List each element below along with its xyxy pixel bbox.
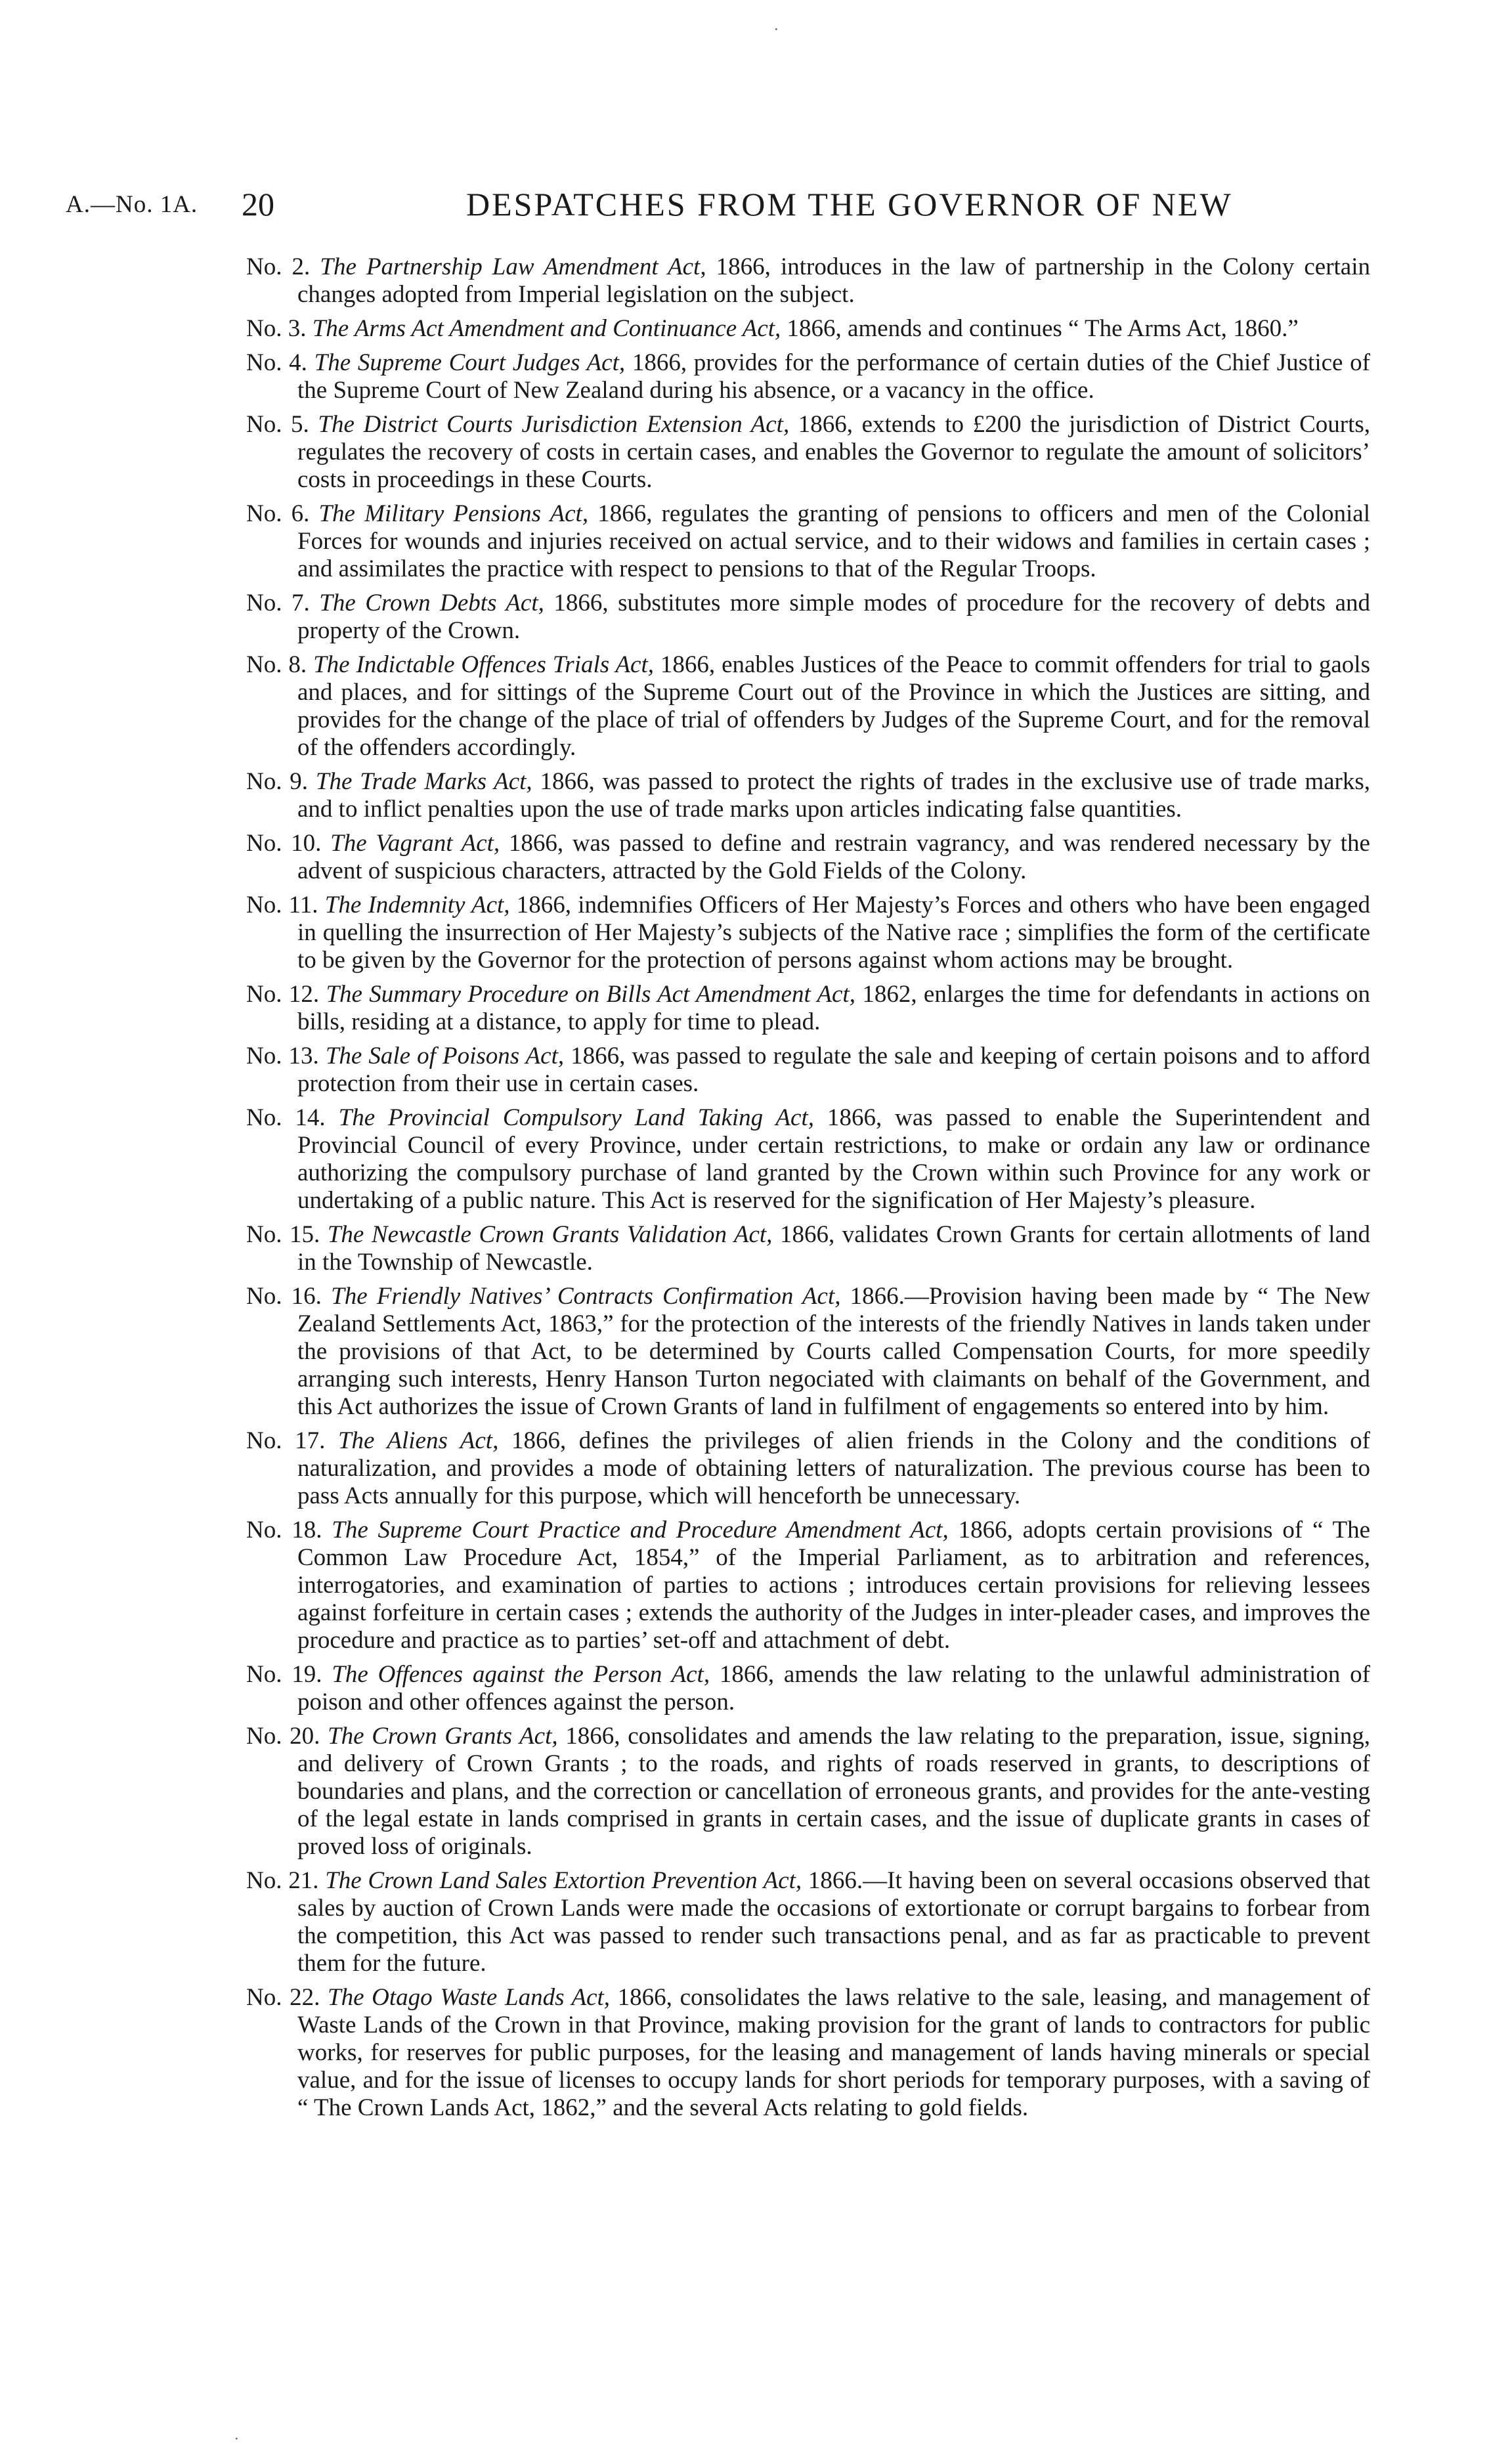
entry-text: 1866, amends the law relating to the unlawful administration of poison and other offences against the person. — [297, 1661, 1370, 1715]
page-header — [66, 185, 1418, 225]
entry-text: 1866.—It having been on several occasions observed that sales by auction of Crown Lands were made the occasions of extortionate or corrupt bargains to forbear from the competition, this Act was passed to render such transactions penal, and as far as practicable to prevent them for the future. — [297, 1867, 1371, 1977]
entry-text: 1866, was passed to define and restrain vagrancy, and was rendered necessary by the advent of suspicious characters, attracted by the Gold Fields of the Colony. — [297, 830, 1370, 884]
act-entry — [246, 1517, 1370, 1654]
entry-text: 1866, introduces in the law of partnership in the Colony certain changes adopted from Imperial legislation on the subject. — [297, 253, 1370, 308]
entry-number: No. 18. — [246, 1517, 322, 1543]
entry-number: No. 2. — [246, 253, 311, 280]
act-entry — [246, 981, 1370, 1036]
act-title: The Offences against the Person Act, — [332, 1661, 710, 1688]
act-title: The Supreme Court Judges Act, — [314, 349, 626, 376]
entry-text: 1862, enlarges the time for defendants in actions on bills, residing at a distance, to apply for time to plead. — [297, 981, 1370, 1035]
entry-text: 1866, was passed to protect the rights of trades in the exclusive use of trade marks, and to inflict penalties upon the use of trade marks upon articles indicating false quantities. — [297, 768, 1371, 823]
act-entry — [246, 830, 1370, 885]
entry-number: No. 14. — [246, 1104, 326, 1131]
act-title: The Arms Act Amendment and Continuance Act, — [312, 315, 781, 342]
act-title: The Indemnity Act, — [324, 892, 510, 918]
scan-speck: · — [234, 2429, 240, 2448]
act-title: The Otago Waste Lands Act, — [328, 1984, 611, 2011]
act-entry — [246, 349, 1370, 404]
entry-number: No. 15. — [246, 1221, 320, 1248]
act-entry — [246, 651, 1370, 762]
entry-number: No. 6. — [246, 500, 310, 527]
act-entry — [246, 1427, 1370, 1510]
act-entry — [246, 590, 1370, 645]
page-number: 20 — [242, 186, 274, 223]
act-title: The Crown Land Sales Extortion Prevention Act, — [325, 1867, 802, 1894]
act-entry — [246, 315, 1370, 343]
act-entry — [246, 1043, 1370, 1098]
act-title: The Crown Debts Act, — [319, 590, 544, 616]
act-list — [246, 253, 1370, 2128]
act-entry — [246, 1867, 1370, 1977]
act-entry — [246, 1221, 1370, 1276]
act-entry — [246, 892, 1370, 974]
document-reference: A.—No. 1A. — [66, 191, 198, 218]
entry-text: 1866, consolidates the laws relative to the sale, leasing, and management of Waste Lands of the Crown in that Province, making provision for the grant of lands to contractors for public works, for reserves for public purposes, for the leasing and management of lands having minerals or special value, and for the issue of licenses to occupy lands for short periods for temporary purposes, with a saving of “ The Crown Lands Act, 1862,” and the several Acts relating to gold fields. — [297, 1984, 1370, 2121]
act-entry — [246, 411, 1370, 494]
entry-number: No. 12. — [246, 981, 320, 1008]
entry-text: 1866, enables Justices of the Peace to commit offenders for trial to gaols and places, and for sittings of the Supreme Court out of the Province in which the Justices are sitting, and provides for the change of the place of trial of offenders by Judges of the Supreme Court, and for the removal of the offenders accordingly. — [297, 651, 1370, 761]
act-title: The Sale of Poisons Act, — [325, 1043, 565, 1069]
entry-number: No. 11. — [246, 892, 318, 918]
entry-number: No. 5. — [246, 411, 309, 438]
act-entry — [246, 1104, 1370, 1215]
entry-text: 1866, extends to £200 the jurisdiction of District Courts, regulates the recovery of costs in certain cases, and enables the Governor to regulate the amount of solicitors’ costs in proceedings in these Courts. — [297, 411, 1370, 493]
act-entry — [246, 500, 1370, 583]
act-title: The Partnership Law Amendment Act, — [320, 253, 706, 280]
act-title: The Indictable Offences Trials Act, — [313, 651, 654, 678]
act-title: The Aliens Act, — [337, 1427, 499, 1454]
act-entry — [246, 1984, 1370, 2122]
entry-text: 1866, was passed to enable the Superintendent and Provincial Council of every Province, under certain restrictions, to make or ordain any law or ordinance authorizing the compulsory purchase of land granted by the Crown within such Province for any work or undertaking of a public nature. This Act is reserved for the signification of Her Majesty’s pleasure. — [297, 1104, 1371, 1214]
act-title: The Crown Grants Act, — [328, 1723, 558, 1750]
act-title: The Summary Procedure on Bills Act Amendment Act, — [326, 981, 855, 1008]
act-title: The Supreme Court Practice and Procedure Amendment Act, — [332, 1517, 949, 1543]
entry-number: No. 10. — [246, 830, 322, 857]
entry-number: No. 13. — [246, 1043, 319, 1069]
entry-number: No. 16. — [246, 1283, 322, 1310]
entry-text: 1866, substitutes more simple modes of procedure for the recovery of debts and property of the Crown. — [297, 590, 1371, 644]
entry-text: 1866, consolidates and amends the law relating to the preparation, issue, signing, and delivery of Crown Grants ; to the roads, and rights of roads reserved in grants, to descriptions of boundaries and plans, and the correction or cancellation of erroneous grants, and provides for the ante-vesting of the legal estate in lands comprised in grants in certain cases, and the issue of duplicate grants in cases of proved loss of originals. — [297, 1723, 1370, 1860]
act-title: The Provincial Compulsory Land Taking Act, — [338, 1104, 814, 1131]
act-title: The Newcastle Crown Grants Validation Act, — [327, 1221, 773, 1248]
act-title: The Military Pensions Act, — [318, 500, 589, 527]
act-entry — [246, 1283, 1370, 1421]
act-title: The Vagrant Act, — [330, 830, 500, 857]
entry-text: 1866.—Provision having been made by “ The New Zealand Settlements Act, 1863,” for the protection of the interests of the friendly Natives in lands taken under the provisions of that Act, to be determined by Courts called Compensation Courts, for more speedily arranging such interests, Henry Hanson Turton negociated with claimants on behalf of the Government, and this Act authorizes the issue of Crown Grants of land in fulfilment of engagements so entered into by him. — [297, 1283, 1370, 1420]
entry-number: No. 20. — [246, 1723, 320, 1750]
entry-text: 1866, adopts certain provisions of “ The Common Law Procedure Act, 1854,” of the Imperial Parliament, as to arbitration and references, interrogatories, and examination of parties to actions ; introduces certain provisions for relieving lessees against forfeiture in certain cases ; extends the authority of the Judges in inter-pleader cases, and improves the procedure and practice as to parties’ set-off and attachment of debt. — [297, 1517, 1371, 1654]
entry-number: No. 22. — [246, 1984, 320, 2011]
act-entry — [246, 768, 1370, 823]
entry-number: No. 17. — [246, 1427, 326, 1454]
act-title: The Trade Marks Act, — [315, 768, 532, 795]
act-title: The Friendly Natives’ Contracts Confirmation Act, — [331, 1283, 841, 1310]
entry-number: No. 9. — [246, 768, 309, 795]
entry-number: No. 8. — [246, 651, 307, 678]
entry-text: 1866, defines the privileges of alien friends in the Colony and the conditions of naturalization, and provides a mode of obtaining letters of naturalization. The previous course has been to pass Acts annually for this purpose, which will henceforth be unnecessary. — [297, 1427, 1370, 1509]
entry-text: 1866, provides for the performance of certain duties of the Chief Justice of the Supreme Court of New Zealand during his absence, or a vacancy in the office. — [297, 349, 1370, 404]
act-entry — [246, 1723, 1370, 1861]
entry-number: No. 4. — [246, 349, 307, 376]
entry-number: No. 19. — [246, 1661, 322, 1688]
entry-number: No. 7. — [246, 590, 310, 616]
entry-text: 1866, amends and continues “ The Arms Act, 1860.” — [781, 315, 1299, 342]
act-entry — [246, 1661, 1370, 1716]
running-title: DESPATCHES FROM THE GOVERNOR OF NEW — [466, 186, 1233, 223]
entry-number: No. 21. — [246, 1867, 319, 1894]
entry-number: No. 3. — [246, 315, 307, 342]
scan-speck: · — [773, 20, 779, 39]
act-entry — [246, 253, 1370, 309]
entry-text: 1866, regulates the granting of pensions to officers and men of the Colonial Forces for wounds and injuries received on actual service, and to their widows and families in certain cases ; and assimilates the practice with respect to pensions to that of the Regular Troops. — [297, 500, 1370, 582]
act-title: The District Courts Jurisdiction Extension Act, — [318, 411, 790, 438]
entry-text: 1866, was passed to regulate the sale and keeping of certain poisons and to afford protection from their use in certain cases. — [297, 1043, 1371, 1097]
entry-text: 1866, validates Crown Grants for certain allotments of land in the Township of Newcastle. — [297, 1221, 1370, 1276]
entry-text: 1866, indemnifies Officers of Her Majesty’s Forces and others who have been engaged in quelling the insurrection of Her Majesty’s subjects of the Native race ; simplifies the form of the certificate to be given by the Governor for the protection of persons against whom actions may be brought. — [297, 892, 1370, 974]
